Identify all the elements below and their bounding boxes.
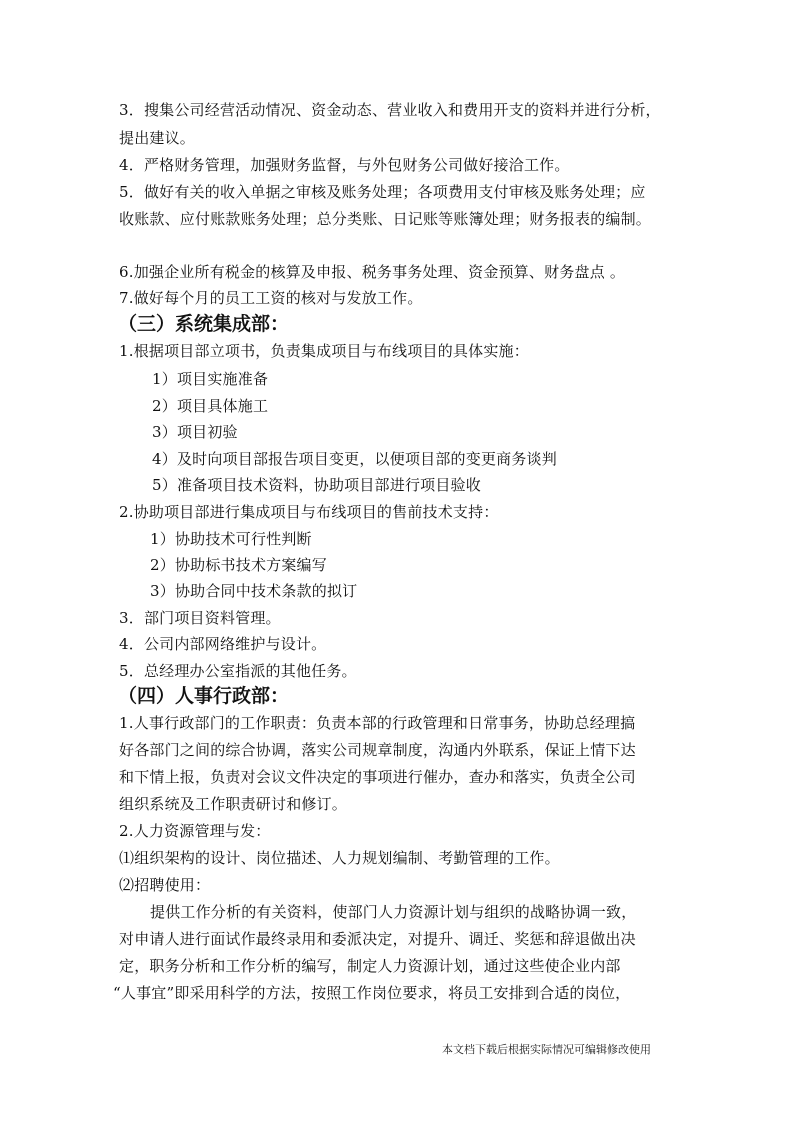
paragraph-line: ⑴组织架构的设计、岗位描述、人力规划编制、考勤管理的工作。 — [119, 849, 560, 867]
paragraph-line: 6.加强企业所有税金的核算及申报、税务事务处理、资金预算、财务盘点 。 — [119, 263, 626, 281]
paragraph-line: 5．总经理办公室指派的其他任务。 — [119, 662, 357, 680]
paragraph-line: 和下情上报，负责对会议文件决定的事项进行催办，查办和落实，负责全公司 — [119, 768, 636, 786]
paragraph-line: 提出建议。 — [119, 129, 196, 147]
paragraph-line: ⑵招聘使用： — [119, 876, 211, 894]
paragraph-line: 1.根据项目部立项书，负责集成项目与布线项目的具体实施： — [119, 342, 529, 360]
paragraph-line: 组织系统及工作职责研讨和修订。 — [119, 795, 348, 813]
list-item: 4）及时向项目部报告项目变更，以便项目部的变更商务谈判 — [152, 450, 557, 468]
paragraph-line: 7.做好每个月的员工工资的核对与发放工作。 — [119, 289, 423, 307]
paragraph-line: 提供工作分析的有关资料，使部门人力资源计划与组织的战略协调一致， — [150, 903, 637, 921]
list-item: 1）项目实施准备 — [152, 370, 269, 388]
paragraph-line: 好各部门之间的综合协调，落实公司规章制度，沟通内外联系，保证上情下达 — [119, 741, 636, 759]
list-item: 5）准备项目技术资料，协助项目部进行项目验收 — [152, 476, 481, 494]
paragraph-line: 2.人力资源管理与发： — [119, 822, 271, 840]
section-heading-system-integration: （三）系统集成部： — [118, 313, 290, 335]
paragraph-line: 2.协助项目部进行集成项目与布线项目的售前技术支持： — [119, 503, 499, 521]
paragraph-line: 定，职务分析和工作分析的编写，制定人力资源计划，通过这些使企业内部 — [119, 957, 621, 975]
paragraph-line: 4．严格财务管理，加强财务监督，与外包财务公司做好接洽工作。 — [119, 156, 570, 174]
list-item: 1）协助技术可行性判断 — [150, 530, 312, 548]
paragraph-line: 3．搜集公司经营活动情况、资金动态、营业收入和费用开支的资料并进行分析， — [119, 101, 661, 119]
list-item: 3）项目初验 — [152, 423, 238, 441]
list-item: 3）协助合同中技术条款的拟订 — [150, 582, 358, 600]
paragraph-line: 收账款、应付账款账务处理；总分类账、日记账等账簿处理；财务报表的编制。 — [119, 210, 652, 228]
paragraph-line: 5．做好有关的收入单据之审核及账务处理；各项费用支付审核及账务处理；应 — [119, 183, 646, 201]
list-item: 2）协助标书技术方案编写 — [150, 556, 327, 574]
section-heading-hr-admin: （四）人事行政部： — [118, 685, 290, 707]
paragraph-line: “人事宜”即采用科学的方法，按照工作岗位要求，将员工安排到合适的岗位， — [113, 984, 631, 1002]
paragraph-line: 3．部门项目资料管理。 — [119, 609, 281, 627]
list-item: 2）项目具体施工 — [152, 397, 269, 415]
paragraph-line: 对申请人进行面试作最终录用和委派决定，对提升、调迁、奖惩和辞退做出决 — [119, 930, 636, 948]
paragraph-line: 4．公司内部网络维护与设计。 — [119, 635, 327, 653]
paragraph-line: 1.人事行政部门的工作职责：负责本部的行政管理和日常事务，协助总经理搞 — [119, 714, 636, 732]
page-footer-note: 本文档下载后根据实际情况可编辑修改使用 — [442, 1043, 651, 1056]
